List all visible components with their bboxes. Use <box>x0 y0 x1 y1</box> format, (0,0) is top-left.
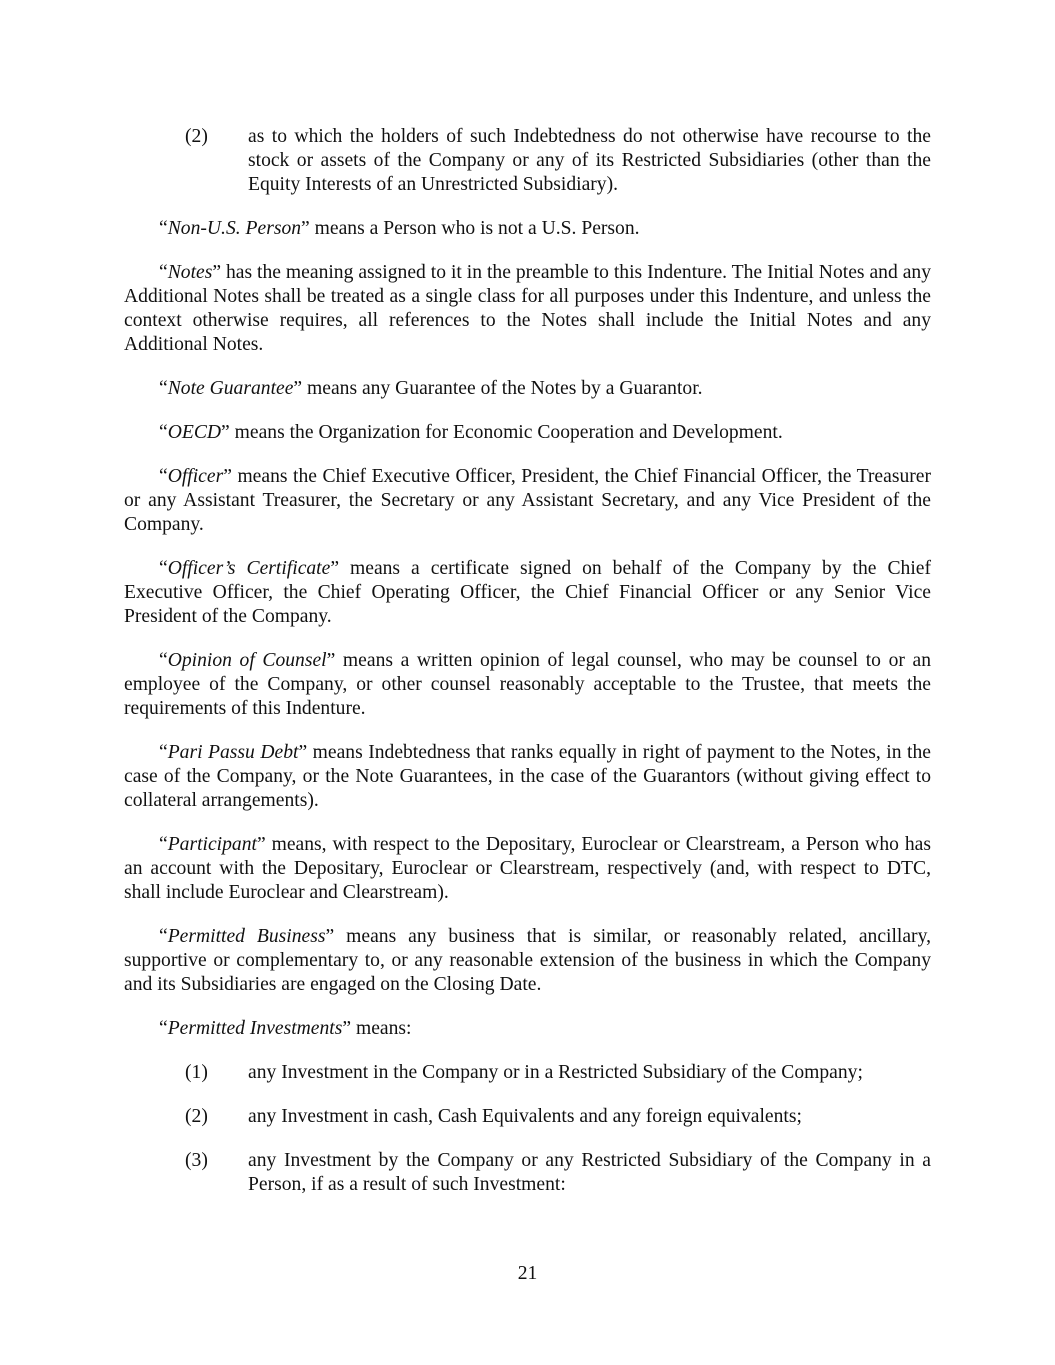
list-item-number: (1) <box>185 1062 208 1083</box>
definition-term: OECD <box>167 422 222 443</box>
definition-non-us-person: “Non-U.S. Person” means a Person who is not a U.S. Person. <box>159 218 640 239</box>
definition-notes: “Notes” has the meaning assigned to it in the preamble to this Indenture. The Initial Notes and any Additional Notes shall be treated as a single class for all purposes under this Indenture, and unless the context otherwise requires, all references to the Notes shall include the Initial Notes and any Additional Notes. <box>124 262 931 355</box>
definition-term: Notes <box>167 262 213 283</box>
definition-body: means a certificate signed on behalf of the Company by the Chief Executive Officer, the Chief Operating Officer, the Chief Financial Officer or any Senior Vice President of the Company. <box>124 558 931 627</box>
list-item-number: (3) <box>185 1150 208 1171</box>
list-item-number: (2) <box>185 126 208 147</box>
definition-body: means, with respect to the Depositary, Euroclear or Clearstream, a Person who has an account with the Depositary, Euroclear or Clearstream, respectively (and, with respect to DTC, shall include Euroclear and Clearstream). <box>124 834 931 903</box>
page-number: 21 <box>517 1263 538 1284</box>
definition-body: has the meaning assigned to it in the preamble to this Indenture. The Initial Notes and any Additional Notes shall be treated as a single class for all purposes under this Indenture, and unless the context otherwise requires, all references to the Notes shall include the Initial Notes and any Additional Notes. <box>124 262 931 355</box>
definition-term: Officer <box>167 466 224 487</box>
list-item <box>124 1149 931 1197</box>
definition-opinion-of-counsel: “Opinion of Counsel” means a written opinion of legal counsel, who may be counsel to or an employee of the Company, or other counsel reasonably acceptable to the Trustee, that meets the requirements of this Indenture. <box>124 650 932 719</box>
list-item-text: any Investment in cash, Cash Equivalents and any foreign equivalents; <box>248 1106 802 1127</box>
definition-term: Permitted Investments <box>167 1018 343 1039</box>
definition-term: Opinion of Counsel <box>167 650 327 671</box>
definition-term: Note Guarantee <box>167 378 294 399</box>
definition-participant: “Participant” means, with respect to the Depositary, Euroclear or Clearstream, a Person who has an account with the Depositary, Euroclear or Clearstream, respectively (and, with respect to DTC, shall include Euroclear and Clearstream). <box>124 834 931 903</box>
list-item <box>124 1105 931 1129</box>
definition-body: means: <box>351 1018 412 1039</box>
list-item <box>124 1061 931 1085</box>
definition-term: Pari Passu Debt <box>167 742 299 763</box>
list-item-text: as to which the holders of such Indebtedness do not otherwise have recourse to the stock or assets of the Company or any of its Restricted Subsidiaries (other than the Equity Interests of an Unrestricted Subsidiary). <box>248 126 931 195</box>
definition-pari-passu-debt: “Pari Passu Debt” means Indebtedness that ranks equally in right of payment to the Notes, in the case of the Company, or the Note Guarantees, in the case of the Guarantors (without giving effect to collateral arrangements). <box>124 742 931 811</box>
definition-body: means a written opinion of legal counsel, who may be counsel to or an employee of the Company, or other counsel reasonably acceptable to the Trustee, that meets the requirements of this Indenture. <box>124 650 932 719</box>
definition-oecd: “OECD” means the Organization for Economic Cooperation and Development. <box>159 422 783 443</box>
definition-term: Officer’s Certificate <box>167 558 331 579</box>
list-item-number: (2) <box>185 1106 208 1127</box>
definition-body: means Indebtedness that ranks equally in right of payment to the Notes, in the case of the Company, or the Note Guarantees, in the case of the Guarantors (without giving effect to collateral arrangements). <box>124 742 931 811</box>
definition-body: means any Guarantee of the Notes by a Guarantor. <box>302 378 703 399</box>
definition-note-guarantee: “Note Guarantee” means any Guarantee of the Notes by a Guarantor. <box>159 378 703 399</box>
definition-term: Non-U.S. Person <box>167 218 302 239</box>
definition-officers-certificate: “Officer’s Certificate” means a certificate signed on behalf of the Company by the Chief Executive Officer, the Chief Operating Officer, the Chief Financial Officer or any Senior Vice President of the Company. <box>124 558 931 627</box>
list-item-text: any Investment in the Company or in a Restricted Subsidiary of the Company; <box>248 1062 863 1083</box>
definition-term: Permitted Business <box>167 926 326 947</box>
definition-body: means a Person who is not a U.S. Person. <box>309 218 640 239</box>
definition-body: means the Organization for Economic Cooperation and Development. <box>229 422 783 443</box>
definition-body: means any business that is similar, or reasonably related, ancillary, supportive or complementary to, or any reasonable extension of the business in which the Company and its Subsidiaries are engaged on the Closing Date. <box>124 926 931 995</box>
list-item <box>124 125 931 197</box>
definition-permitted-investments: “Permitted Investments” means: <box>159 1018 412 1039</box>
definition-officer: “Officer” means the Chief Executive Officer, President, the Chief Financial Officer, the Treasurer or any Assistant Treasurer, the Secretary or any Assistant Secretary, and any Vice President of the Company. <box>124 466 931 535</box>
definition-permitted-business: “Permitted Business” means any business that is similar, or reasonably related, ancillary, supportive or complementary to, or any reasonable extension of the business in which the Company and its Subsidiaries are engaged on the Closing Date. <box>124 926 931 995</box>
definition-term: Participant <box>167 834 257 855</box>
definition-body: means the Chief Executive Officer, President, the Chief Financial Officer, the Treasurer or any Assistant Treasurer, the Secretary or any Assistant Secretary, and any Vice President of the Company. <box>124 466 931 535</box>
list-item-text: any Investment by the Company or any Restricted Subsidiary of the Company in a Person, if as a result of such Investment: <box>248 1150 931 1195</box>
document-page <box>124 125 931 1217</box>
